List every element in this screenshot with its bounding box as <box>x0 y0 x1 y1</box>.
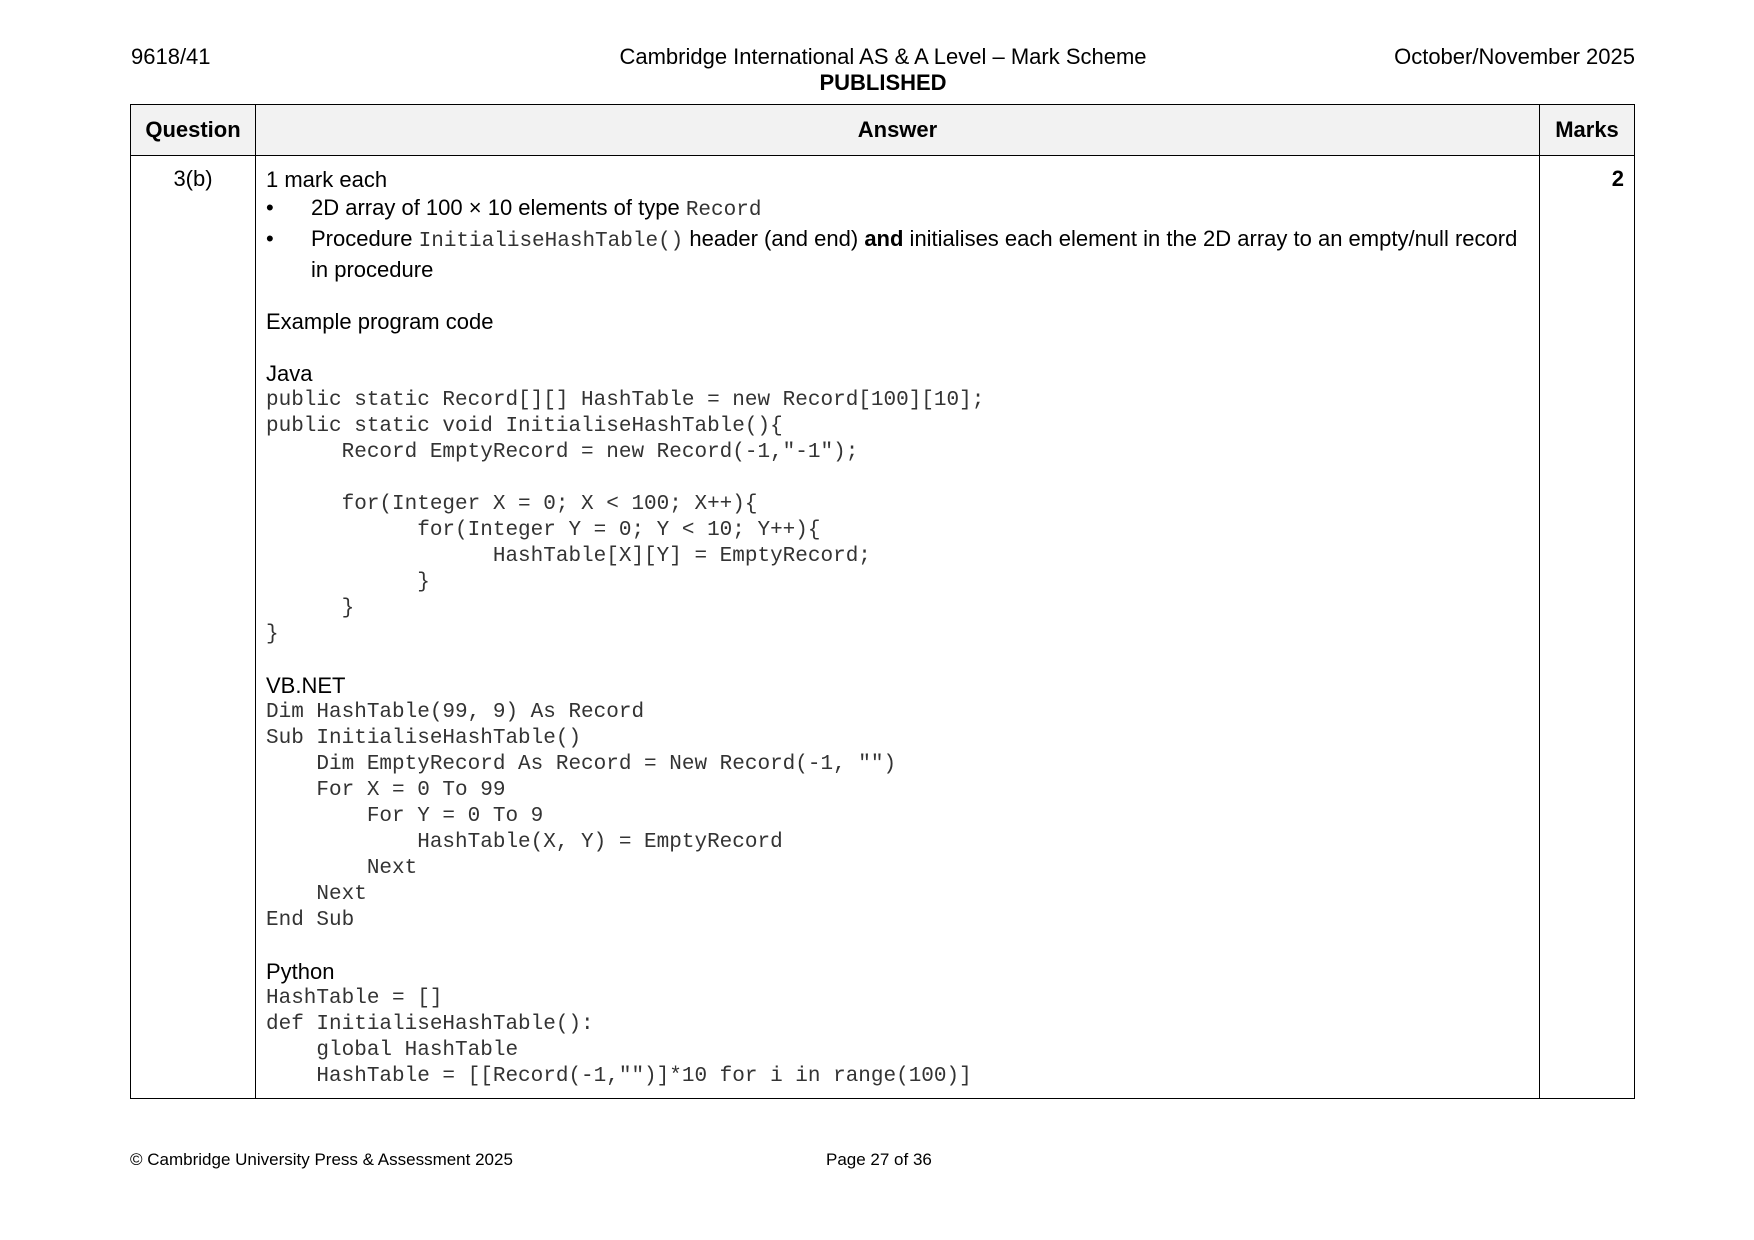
marking-point-code: InitialiseHashTable() <box>418 230 684 253</box>
marking-point-emphasis: and <box>864 226 904 251</box>
marking-point-text: Procedure <box>311 226 419 251</box>
question-column-header: Question <box>131 105 256 156</box>
marks-column-header: Marks <box>1540 105 1635 156</box>
table-row <box>131 156 1635 1099</box>
marking-point <box>266 225 1529 284</box>
java-code-block: public static Record[][] HashTable = new Record[100][10]; public static void InitialiseHashTable(){ Record EmptyRecord = new Record(-1,"-1"); for(Integer X = 0; X < 100; X++){ for(Integer Y = 0; Y < 10; Y++){ HashTable[X][Y] = EmptyRecord; } } } <box>266 389 985 646</box>
marking-points <box>266 194 1529 284</box>
page-number: Page 27 of 36 <box>826 1150 932 1169</box>
question-number: 3(b) <box>131 156 256 1099</box>
example-heading: Example program code <box>266 309 494 334</box>
mark-scheme-table <box>130 104 1635 1099</box>
vbnet-code-block: Dim HashTable(99, 9) As Record Sub InitialiseHashTable() Dim EmptyRecord As Record = New Record(-1, "") For X = 0 To 99 For Y = 0 To 9 HashTable(X, Y) = EmptyRecord Next Next End Sub <box>266 701 897 932</box>
answer-cell <box>256 156 1540 1099</box>
python-label: Python <box>266 959 335 984</box>
copyright-notice: © Cambridge University Press & Assessment 2025 <box>130 1150 513 1169</box>
java-label: Java <box>266 361 313 386</box>
bullet-icon: • <box>266 195 274 220</box>
marking-point-text: initialises each element in the 2D array to an empty/null record in procedure <box>311 226 1518 282</box>
answer-column-header: Answer <box>256 105 1540 156</box>
marking-point <box>266 194 1529 225</box>
marking-point-text: 2D array of 100 × 10 elements of type <box>311 195 686 220</box>
vbnet-label: VB.NET <box>266 673 346 698</box>
marking-point-code: Record <box>685 199 762 222</box>
marks-value: 2 <box>1540 156 1635 1099</box>
exam-session: October/November 2025 <box>1394 44 1635 69</box>
marking-point-text: header (and end) <box>683 226 865 251</box>
python-code-block: HashTable = [] def InitialiseHashTable(): global HashTable HashTable = [[Record(-1,"")]*10 for i in range(100)] <box>266 987 972 1088</box>
document-title: Cambridge International AS & A Level – Mark Scheme <box>619 44 1147 69</box>
marking-intro: 1 mark each <box>266 167 388 192</box>
table-header-row <box>131 105 1635 156</box>
published-label: PUBLISHED <box>819 70 947 95</box>
bullet-icon: • <box>266 226 274 251</box>
paper-code: 9618/41 <box>131 44 211 69</box>
